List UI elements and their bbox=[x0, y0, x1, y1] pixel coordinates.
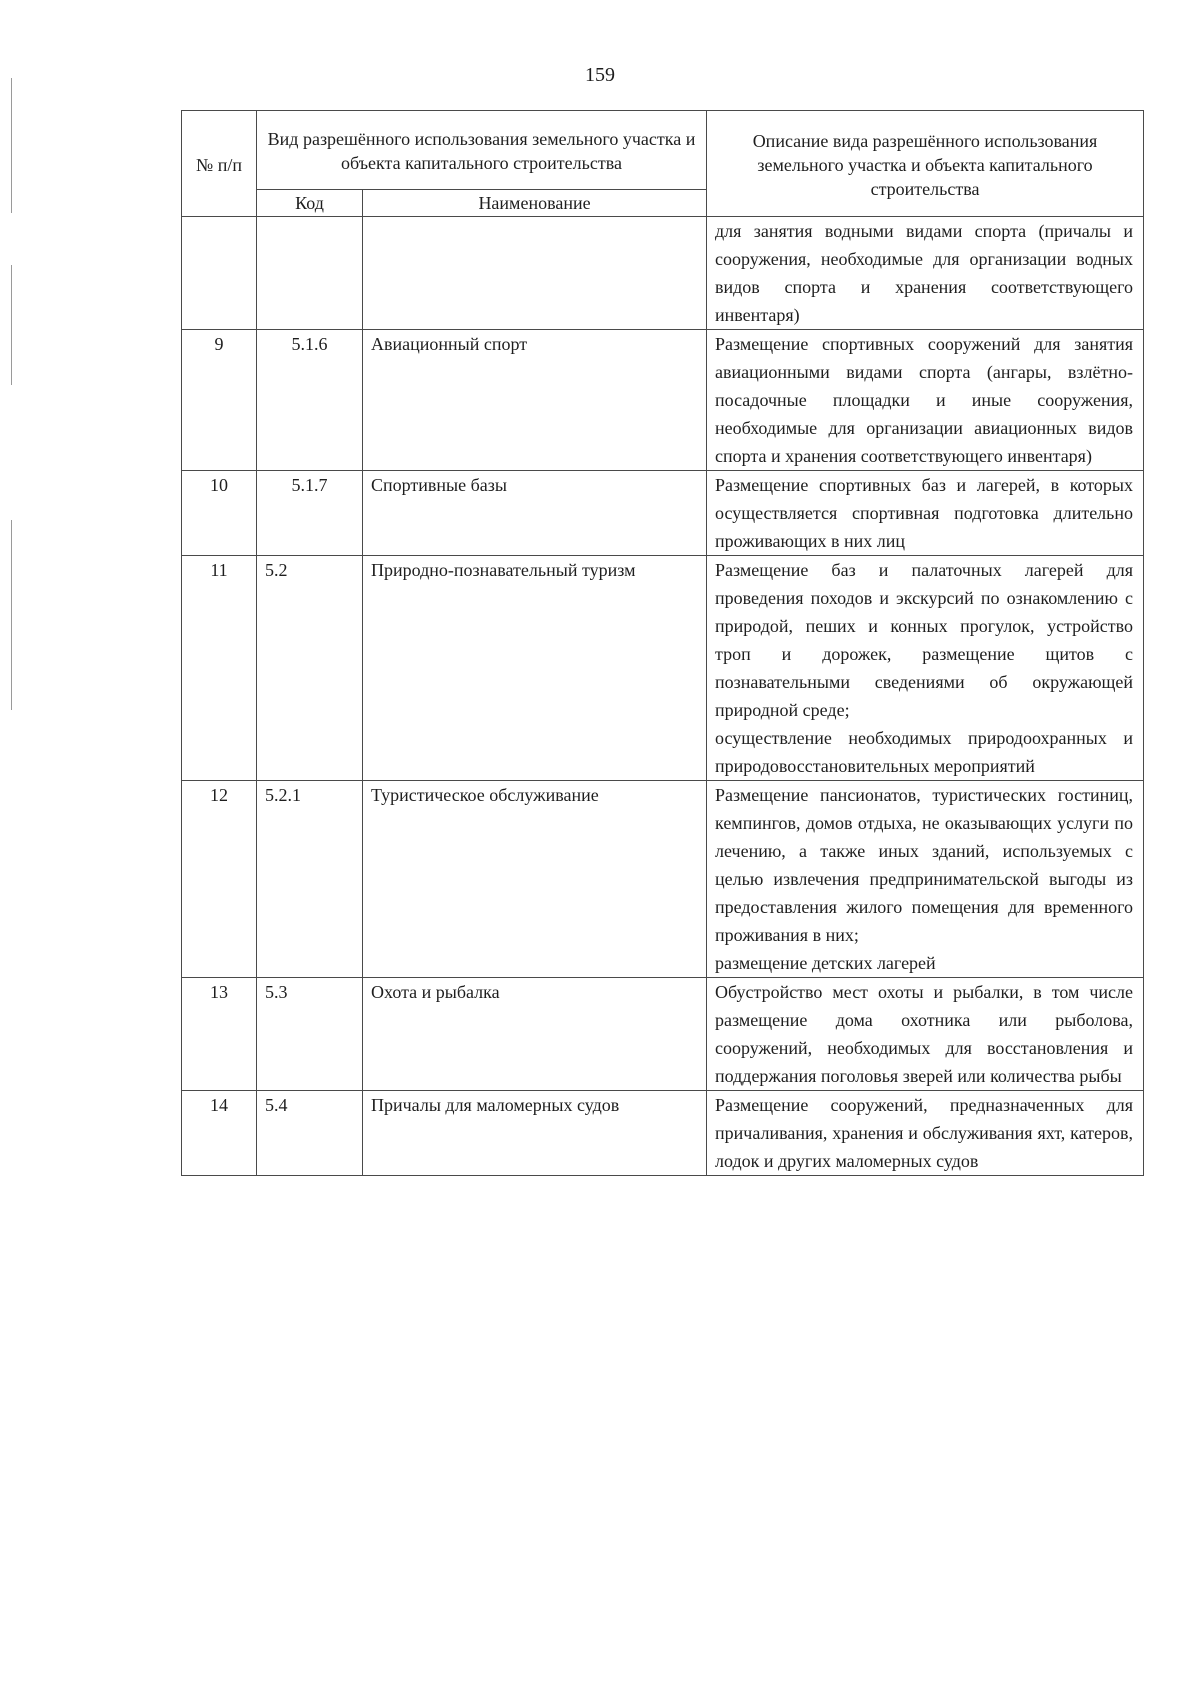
row-description bbox=[707, 556, 1144, 781]
row-name: Спортивные базы bbox=[363, 471, 707, 556]
row-name: Авиационный спорт bbox=[363, 330, 707, 471]
row-description bbox=[707, 781, 1144, 978]
row-code: 5.1.6 bbox=[257, 330, 363, 471]
table-row bbox=[182, 1091, 1144, 1176]
row-num: 9 bbox=[182, 330, 257, 471]
header-code: Код bbox=[257, 190, 363, 217]
row-code: 5.2 bbox=[257, 556, 363, 781]
row-code: 5.1.7 bbox=[257, 471, 363, 556]
table-row bbox=[182, 978, 1144, 1091]
scan-edge-mark bbox=[11, 265, 12, 385]
row-num: 14 bbox=[182, 1091, 257, 1176]
row-name: Охота и рыбалка bbox=[363, 978, 707, 1091]
row-description: Размещение спортивных сооружений для занятия авиационными видами спорта (ангары, взлётно-посадочные площадки и иные сооружения, необходимые для организации авиационных видов спорта и хранения соответствующего инвентаря) bbox=[707, 330, 1144, 471]
scan-edge-mark bbox=[11, 78, 12, 213]
header-name: Наименование bbox=[363, 190, 707, 217]
table-row bbox=[182, 781, 1144, 978]
row-name: Туристическое обслуживание bbox=[363, 781, 707, 978]
row-num bbox=[182, 217, 257, 330]
row-description: Размещение сооружений, предназначенных для причаливания, хранения и обслуживания яхт, катеров, лодок и других маломерных судов bbox=[707, 1091, 1144, 1176]
scan-edge-mark bbox=[11, 520, 12, 710]
row-num: 11 bbox=[182, 556, 257, 781]
header-description: Описание вида разрешённого использования земельного участка и объекта капитального строительства bbox=[707, 111, 1144, 217]
row-code: 5.2.1 bbox=[257, 781, 363, 978]
row-description: Обустройство мест охоты и рыбалки, в том числе размещение дома охотника или рыболова, сооружений, необходимых для восстановления и поддержания поголовья зверей или количества рыбы bbox=[707, 978, 1144, 1091]
row-description-part: Размещение баз и палаточных лагерей для проведения походов и экскурсий по ознакомлению с природой, пеших и конных прогулок, устройство троп и дорожек, размещение щитов с познавательными сведениями об окружающей природной среде; bbox=[715, 560, 1134, 720]
row-description-part: Размещение пансионатов, туристических гостиниц, кемпингов, домов отдыха, не оказывающих услуги по лечению, а также иных зданий, используемых с целью извлечения предпринимательской выгоды из предоставления жилого помещения для временного проживания в них; bbox=[715, 785, 1134, 945]
row-name bbox=[363, 217, 707, 330]
row-description: Размещение спортивных баз и лагерей, в которых осуществляется спортивная подготовка длительно проживающих в них лиц bbox=[707, 471, 1144, 556]
row-description-part: размещение детских лагерей bbox=[715, 953, 936, 973]
row-code: 5.4 bbox=[257, 1091, 363, 1176]
land-use-table bbox=[181, 110, 1144, 1176]
row-name: Природно-познавательный туризм bbox=[363, 556, 707, 781]
row-num: 10 bbox=[182, 471, 257, 556]
row-num: 12 bbox=[182, 781, 257, 978]
row-description-part: осуществление необходимых природоохранных и природовосстановительных мероприятий bbox=[715, 728, 1134, 776]
page-number: 159 bbox=[585, 64, 615, 86]
table-row bbox=[182, 556, 1144, 781]
header-vid: Вид разрешённого использования земельного участка и объекта капитального строительства bbox=[257, 111, 707, 190]
header-num: № п/п bbox=[182, 111, 257, 217]
row-description: для занятия водными видами спорта (причалы и сооружения, необходимые для организации водных видов спорта и хранения соответствующего инвентаря) bbox=[707, 217, 1144, 330]
row-num: 13 bbox=[182, 978, 257, 1091]
row-code bbox=[257, 217, 363, 330]
table-row bbox=[182, 471, 1144, 556]
table-row bbox=[182, 330, 1144, 471]
row-code: 5.3 bbox=[257, 978, 363, 1091]
row-name: Причалы для маломерных судов bbox=[363, 1091, 707, 1176]
table-row bbox=[182, 217, 1144, 330]
